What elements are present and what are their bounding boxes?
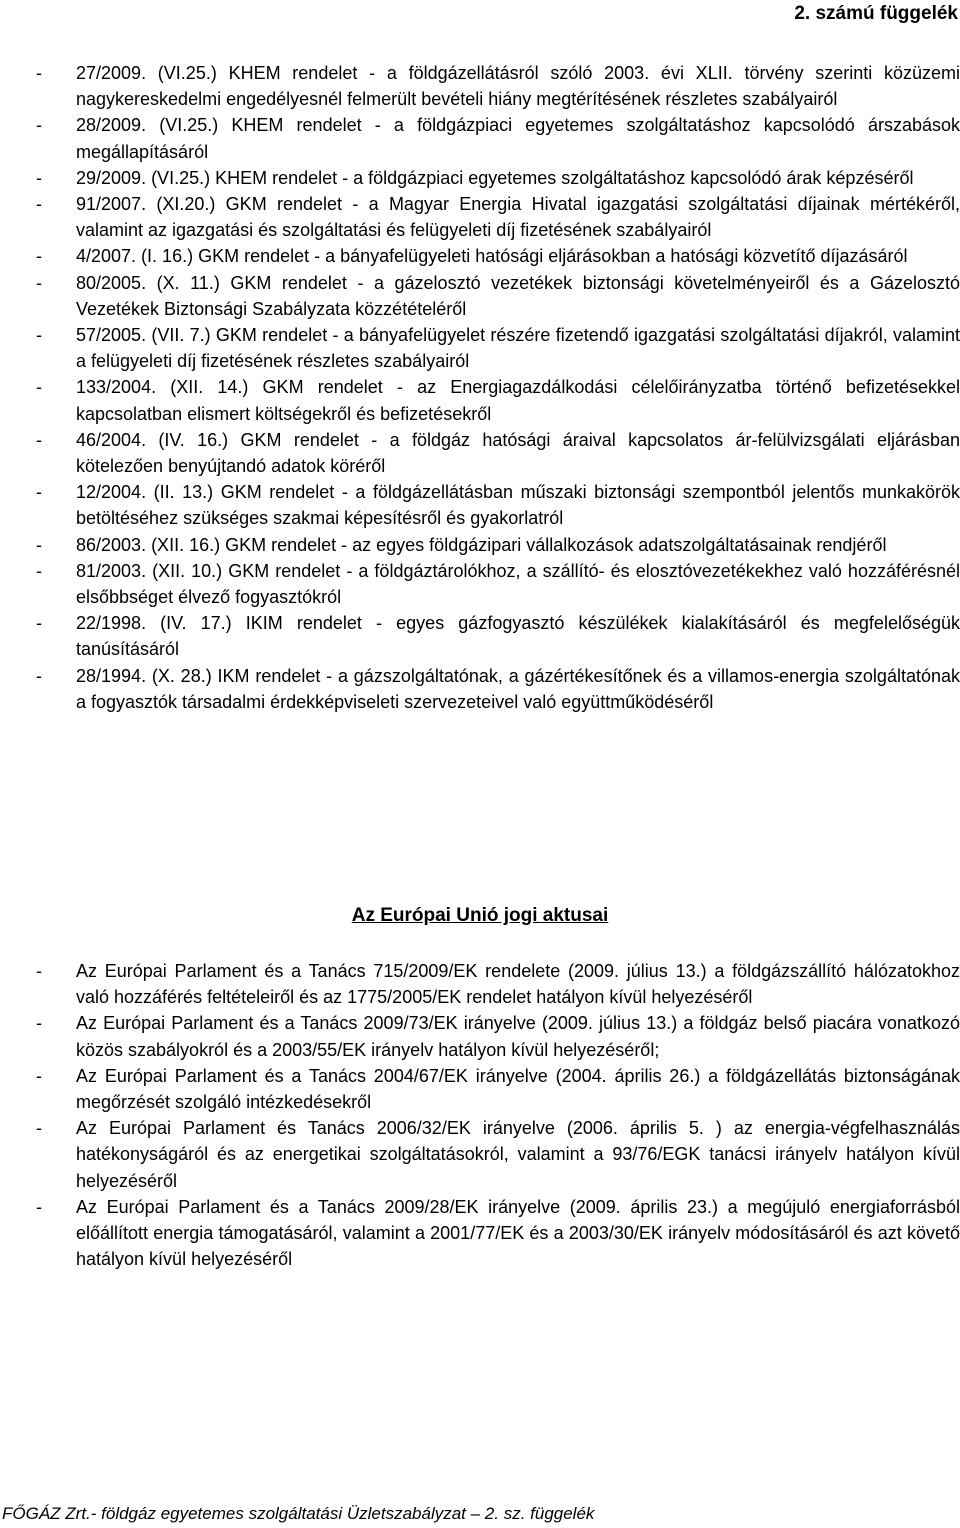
list-item-text: 133/2004. (XII. 14.) GKM rendelet - az Energiagazdálkodási célelőirányzatba történő befizetésekkel kapcsolatban elismert költségekről és befizetésekről: [76, 377, 960, 424]
eu-section-title: Az Európai Unió jogi aktusai: [351, 905, 609, 926]
list-item-text: 4/2007. (I. 16.) GKM rendelet - a bányafelügyeleti hatósági eljárásokban a hatósági közvetítő díjazásáról: [76, 246, 908, 267]
list-item-text: 27/2009. (VI.25.) KHEM rendelet - a földgázellátásról szóló 2003. évi XLII. törvény szerinti közüzemi nagykereskedelmi engedélyesnél felmerült bevételi hiány megtérítésének részletes szabályairól: [76, 63, 960, 110]
list-dash: -: [36, 665, 42, 686]
list-dash: -: [36, 1065, 42, 1086]
law-list-item: [36, 427, 960, 479]
list-dash: -: [36, 613, 42, 634]
eu-law-list: [36, 958, 960, 1272]
law-list-item: [36, 270, 960, 322]
list-dash: -: [36, 961, 42, 981]
list-item-text: 57/2005. (VII. 7.) GKM rendelet - a bányafelügyelet részére fizetendő igazgatási szolgáltatási díjakról, valamint a felügyeleti díj fizetésének részletes szabályairól: [76, 325, 960, 372]
list-dash: -: [36, 534, 42, 555]
list-dash: -: [36, 325, 42, 346]
list-dash: -: [36, 377, 42, 398]
list-item-text: 28/2009. (VI.25.) KHEM rendelet - a földgázpiaci egyetemes szolgáltatáshoz kapcsolódó árszabások megállapításáról: [76, 115, 960, 162]
list-item-text: 28/1994. (X. 28.) IKM rendelet - a gázszolgáltatónak, a gázértékesítőnek és a villamos-energia szolgáltatónak a fogyasztók társadalmi érdekképviseleti szervezeteivel való együttműködéséről: [76, 665, 960, 712]
list-dash: -: [36, 272, 42, 293]
law-list-item: [36, 479, 960, 531]
eu-law-list-item: [36, 958, 960, 1010]
eu-law-list-item: [36, 1115, 960, 1194]
list-item-text: Az Európai Parlament és Tanács 2006/32/EK irányelve (2006. április 5. ) az energia-végfelhasználás hatékonyságáról és az energetikai szolgáltatásokról, valamint a 93/76/EGK tanácsi irányelv hatályon kívül helyezéséről: [76, 1118, 960, 1191]
law-list-item: [36, 663, 960, 715]
law-list-item: [36, 322, 960, 374]
list-item-text: 91/2007. (XI.20.) GKM rendelet - a Magyar Energia Hivatal igazgatási szolgáltatási díjainak mértékéről, valamint az igazgatási és szolgáltatási és felügyeleti díj fizetésének szabályairól: [76, 194, 960, 241]
list-item-text: Az Európai Parlament és a Tanács 2009/28/EK irányelve (2009. április 23.) a megújuló energiaforrásból előállított energia támogatásáról, valamint a 2001/77/EK és a 2003/30/EK irányelv módosításáról és azt követő hatályon kívül helyezéséről: [76, 1196, 960, 1270]
list-item-text: Az Európai Parlament és a Tanács 2004/67/EK irányelve (2004. április 26.) a földgázellátás biztonságának megőrzését szolgáló intézkedésekről: [76, 1065, 960, 1113]
national-law-list: [36, 60, 960, 715]
list-item-text: 22/1998. (IV. 17.) IKIM rendelet - egyes gázfogyasztó készülékek kialakításáról és megfelelőségük tanúsításáról: [76, 613, 960, 660]
list-item-text: 81/2003. (XII. 10.) GKM rendelet - a földgáztárolókhoz, a szállító- és elosztóvezetékekhez való hozzáférésnél elsőbbséget élvező fogyasztókról: [76, 560, 960, 608]
list-item-text: 12/2004. (II. 13.) GKM rendelet - a földgázellátásban műszaki biztonsági szempontból jelentős munkakörök betöltéséhez szükséges szakmai képesítésről és gyakorlatról: [76, 482, 960, 529]
list-dash: -: [36, 560, 42, 581]
list-item-text: 29/2009. (VI.25.) KHEM rendelet - a földgázpiaci egyetemes szolgáltatáshoz kapcsolódó árak képzéséről: [76, 167, 914, 188]
list-item-text: Az Európai Parlament és a Tanács 715/2009/EK rendelete (2009. július 13.) a földgázszállító hálózatokhoz való hozzáférés feltételeiről és az 1775/2005/EK rendelet hatályon kívül helyezéséről: [76, 961, 960, 1008]
list-item-text: 80/2005. (X. 11.) GKM rendelet - a gázelosztó vezetékek biztonsági követelményeiről és a Gázelosztó Vezetékek Biztonsági Szabályzata közzétételéről: [76, 272, 960, 319]
list-dash: -: [36, 194, 42, 215]
list-item-text: Az Európai Parlament és a Tanács 2009/73/EK irányelve (2009. július 13.) a földgáz belső piacára vonatkozó közös szabályokról és a 2003/55/EK irányelv hatályon kívül helyezéséről;: [76, 1013, 960, 1060]
law-list-item: [36, 191, 960, 243]
law-list-item: [36, 610, 960, 662]
law-list-item: [36, 243, 960, 269]
list-dash: -: [36, 1118, 42, 1139]
appendix-title: 2. számú függelék: [794, 3, 958, 24]
list-dash: -: [36, 115, 42, 136]
law-list-item: [36, 374, 960, 426]
law-list-item: [36, 112, 960, 164]
law-list-item: [36, 60, 960, 112]
list-dash: -: [36, 1196, 42, 1217]
list-dash: -: [36, 1013, 42, 1034]
list-dash: -: [36, 482, 42, 503]
list-item-text: 86/2003. (XII. 16.) GKM rendelet - az egyes földgázipari vállalkozások adatszolgáltatásainak rendjéről: [76, 534, 887, 555]
law-list-item: [36, 532, 960, 558]
list-dash: -: [36, 167, 42, 188]
eu-law-list-item: [36, 1063, 960, 1115]
list-item-text: 46/2004. (IV. 16.) GKM rendelet - a földgáz hatósági áraival kapcsolatos ár-felülvizsgálati eljárásban kötelezően benyújtandó adatok köréről: [76, 429, 960, 477]
eu-law-list-item: [36, 1010, 960, 1062]
eu-law-list-item: [36, 1194, 960, 1273]
list-dash: -: [36, 429, 42, 450]
law-list-item: [36, 165, 960, 191]
page-footer: FŐGÁZ Zrt.- földgáz egyetemes szolgáltatási Üzletszabályzat – 2. sz. függelék: [2, 1504, 595, 1523]
list-dash: -: [36, 246, 42, 267]
list-dash: -: [36, 63, 42, 83]
law-list-item: [36, 558, 960, 610]
